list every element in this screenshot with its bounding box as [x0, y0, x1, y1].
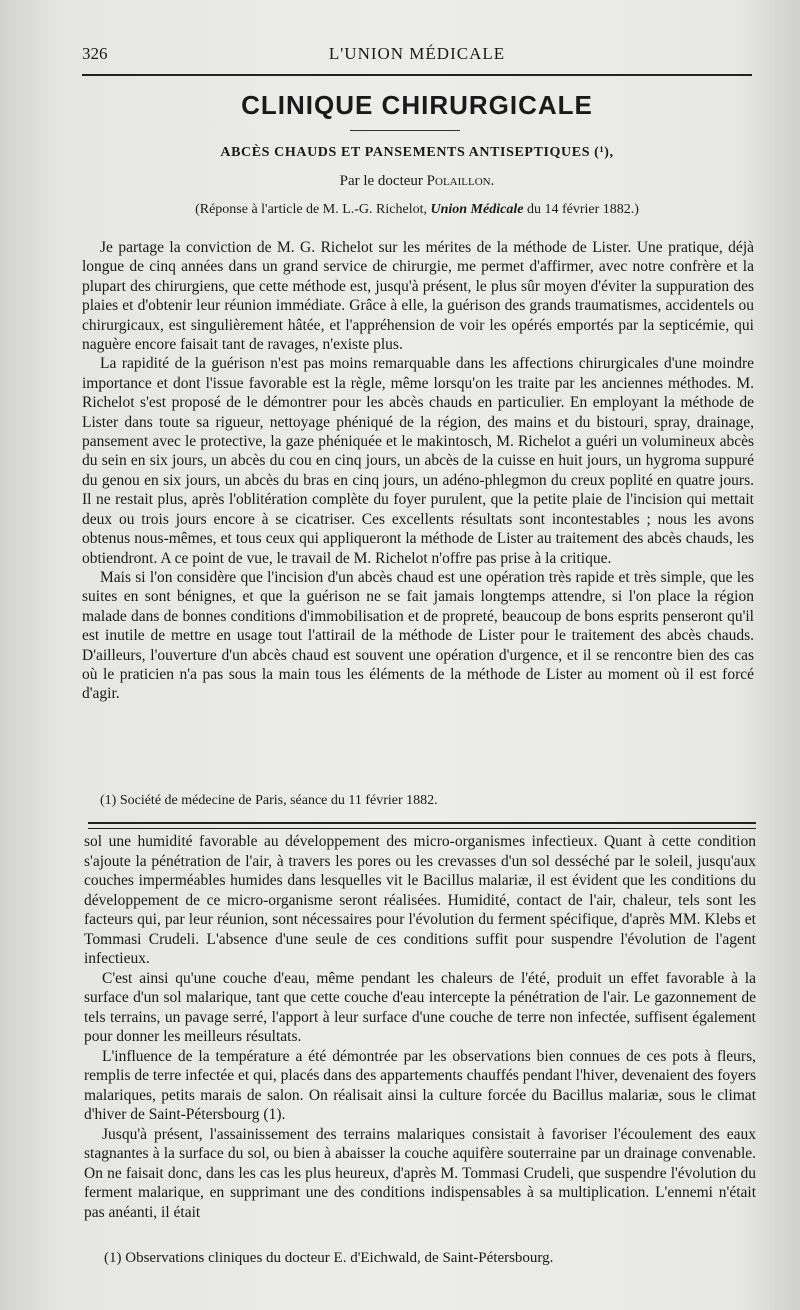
- author-line: [82, 173, 752, 190]
- reply-line: [82, 202, 752, 218]
- article-paragraph: La rapidité de la guérison n'est pas moins remarquable dans les affections chirurgicales d'une moindre importance et dont l'issue favorable est la règle, même lorsqu'on les traite par les anciennes méthodes. M. Richelot s'est proposé de le démontrer pour les abcès chauds en particulier. En employant la méthode de Lister dans toute sa rigueur, nettoyage phéniqué de la région, des mains et du bistouri, spray, drainage, pansement avec le protective, la gaze phéniquée et le makintosch, M. Richelot a guéri un volumineux abcès du sein en six jours, un abcès du cou en cinq jours, un abcès de la cuisse en huit jours, un hygroma suppuré du genou en six jours, un abcès du bras en cinq jours, un adéno-phlegmon du creux poplité en quatre jours. Il ne restait plus, après l'oblitération complète du foyer purulent, que la petite plaie de l'incision qui mettait deux ou trois jours encore à se cicatriser. Ces excellents résultats sont incontestables ; nous les avons obtenus nous-mêmes, et tous ceux qui appliqueront la méthode de Lister au traitement des abcès chauds, les obtiendront. A ce point de vue, le travail de M. Richelot n'offre pas prise à la critique.: [82, 355, 754, 567]
- feuilleton-paragraph: sol une humidité favorable au développement des micro-organismes infectieux. Quant à cette condition s'ajoute la pénétration de l'air, à travers les pores ou les crevasses d'un sol desséché par le soleil, jusqu'aux couches imperméables humides dans lesquelles vit le Bacillus malariæ, il est évident que les conditions du développement de ce micro-organisme seront réalisées. Humidité, contact de l'air, chaleur, tels sont les facteurs qui, par leur réunion, sont nécessaires pour l'évolution du ferment spécifique, d'après MM. Klebs et Tommasi Crudeli. L'absence d'une seule de ces conditions suffit pour suspendre l'évolution de l'agent infectieux.: [84, 833, 756, 967]
- feuilleton-paragraph: Jusqu'à présent, l'assainissement des terrains malariques consistait à favoriser l'écoulement des eaux stagnantes à la surface du sol, ou bien à abaisser la couche aquifère souterraine par un drainage convenable. On ne faisait donc, dans les cas les plus heureux, d'après M. Tommasi Crudeli, que suspendre l'évolution du ferment malarique, en supprimant une des conditions indispensables à sa multiplication. L'ennemi n'était pas anéanti, il était: [84, 1125, 756, 1221]
- header-rule: [82, 74, 752, 76]
- feuilleton-paragraph: L'influence de la température a été démontrée par les observations bien connues de ces pots à fleurs, remplis de terre infectée et qui, placés dans des appartements chauffés pendant l'hiver, devenaient des foyers malariques, petits marais de salon. On réalisait ainsi la culture forcée du Bacillus malariæ, sous le climat d'hiver de Saint-Pétersbourg (1).: [84, 1047, 756, 1123]
- author-name: Polaillon.: [426, 173, 495, 189]
- feuilleton-divider: [88, 822, 756, 829]
- feuilleton-body: [84, 832, 756, 1222]
- reply-journal: Union Médicale: [430, 202, 524, 217]
- running-title: L'UNION MÉDICALE: [328, 44, 506, 63]
- section-title: CLINIQUE CHIRURGICALE: [241, 90, 593, 120]
- article-paragraph: Mais si l'on considère que l'incision d'un abcès chaud est une opération très rapide et très simple, que les suites en sont bénignes, et que la guérison ne se fait jamais longtemps attendre, si l'on place la région malade dans de bonnes conditions d'immobilisation et de propreté, beaucoup de bons esprits penseront qu'il est inutile de mettre en usage tout l'attirail de la méthode de Lister pour le traitement des abcès chauds. D'ailleurs, l'ouverture d'un abcès chaud est souvent une opération d'urgence, et il se rencontre bien des cas où le praticien n'a pas sous la main tous les éléments de la méthode de Lister au moment où il est forcé d'agir.: [82, 568, 754, 703]
- article-footnote: (1) Société de médecine de Paris, séance du 11 février 1882.: [100, 793, 438, 808]
- article-paragraph: Je partage la conviction de M. G. Richelot sur les mérites de la méthode de Lister. Une pratique, déjà longue de cinq années dans un grand service de chirurgie, me permet d'affirmer, avec notre confrère et la plupart des chirurgiens, que cette méthode est, jusqu'à présent, le plus sûr moyen d'éviter la suppuration des plaies et d'obtenir leur réunion immédiate. Grâce à elle, la guérison des grands traumatismes, accidentels ou chirurgicaux, est singulièrement hâtée, et l'appréhension de voir les opérés emportés par la septicémie, qui naguère encore faisait tant de ravages, n'existe plus.: [82, 239, 754, 354]
- article-body: [82, 238, 754, 704]
- title-divider: [350, 130, 460, 131]
- page-header: [82, 44, 752, 74]
- article-subtitle: ABCÈS CHAUDS ET PANSEMENTS ANTISEPTIQUES (¹),: [220, 145, 614, 160]
- page-number: 326: [82, 44, 108, 63]
- feuilleton-paragraph: C'est ainsi qu'une couche d'eau, même pendant les chaleurs de l'été, produit un effet favorable à la surface d'un sol malarique, tant que cette couche d'eau intercepte la pénétration de l'air. Le gazonnement de tels terrains, un pavage serré, l'apport à leur surface d'une couche de terre non infectée, suffisent également pour donner les meilleurs résultats.: [84, 969, 756, 1045]
- feuilleton-footnote: (1) Observations cliniques du docteur E. d'Eichwald, de Saint-Pétersbourg.: [104, 1250, 554, 1266]
- author-prefix: Par le docteur: [339, 173, 423, 189]
- reply-suffix: du 14 février 1882.): [526, 202, 639, 217]
- reply-prefix: (Réponse à l'article de M. L.-G. Richelot,: [195, 202, 427, 217]
